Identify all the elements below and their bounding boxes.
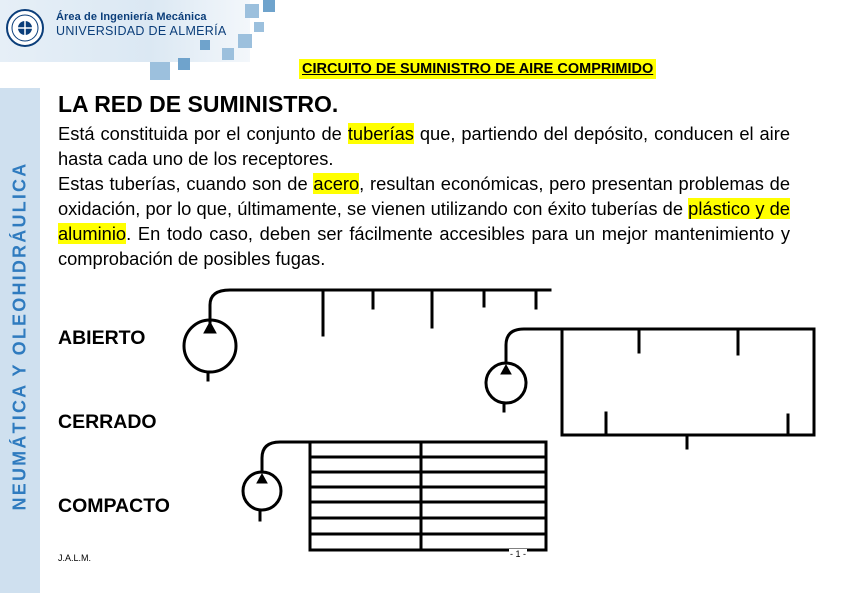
highlight-plastico-aluminio: plástico y de aluminio	[58, 198, 790, 244]
text-span: . En todo caso, deben ser fácilmente accesibles para un mejor mantenimiento y comprobación de posibles fugas.	[58, 223, 790, 269]
page-number: - 1 -	[510, 549, 527, 559]
compact-network-diagram	[243, 442, 546, 550]
slide-title: CIRCUITO DE SUMINISTRO DE AIRE COMPRIMIDO	[299, 59, 656, 79]
label-compacto: COMPACTO	[58, 495, 170, 517]
label-abierto: ABIERTO	[58, 327, 146, 349]
text-span: Estas tuberías, cuando son de	[58, 173, 308, 194]
area-name: Área de Ingeniería Mecánica	[56, 11, 207, 23]
compressor-arrow-icon	[204, 322, 216, 333]
closed-network-diagram	[486, 329, 814, 448]
footer-author: J.A.L.M.	[58, 553, 92, 563]
open-main-pipe	[210, 290, 550, 322]
compressor-arrow-icon	[257, 474, 267, 483]
text-span: Está constituida por el conjunto de	[58, 123, 342, 144]
compressor-arrow-icon	[501, 365, 511, 374]
university-name: UNIVERSIDAD DE ALMERÍA	[56, 24, 227, 38]
closed-feed-pipe	[506, 329, 562, 363]
closed-loop-pipe	[562, 329, 814, 435]
section-heading: LA RED DE SUMINISTRO.	[58, 91, 339, 117]
highlight-acero: acero	[313, 173, 360, 194]
text-span: que, partiendo del depósito, conducen el aire hasta cada uno de los receptores.	[58, 123, 790, 169]
highlight-tuberias: tuberías	[347, 123, 414, 144]
compact-feed-pipe	[262, 442, 310, 472]
label-cerrado: CERRADO	[58, 411, 157, 433]
sidebar-label: NEUMÁTICA Y OLEOHIDRÁULICA	[9, 161, 30, 511]
text-span: , resultan económicas, pero presentan problemas de oxidación, por lo que, últimamente, se vienen utilizando con éxito tuberías de	[58, 173, 790, 219]
